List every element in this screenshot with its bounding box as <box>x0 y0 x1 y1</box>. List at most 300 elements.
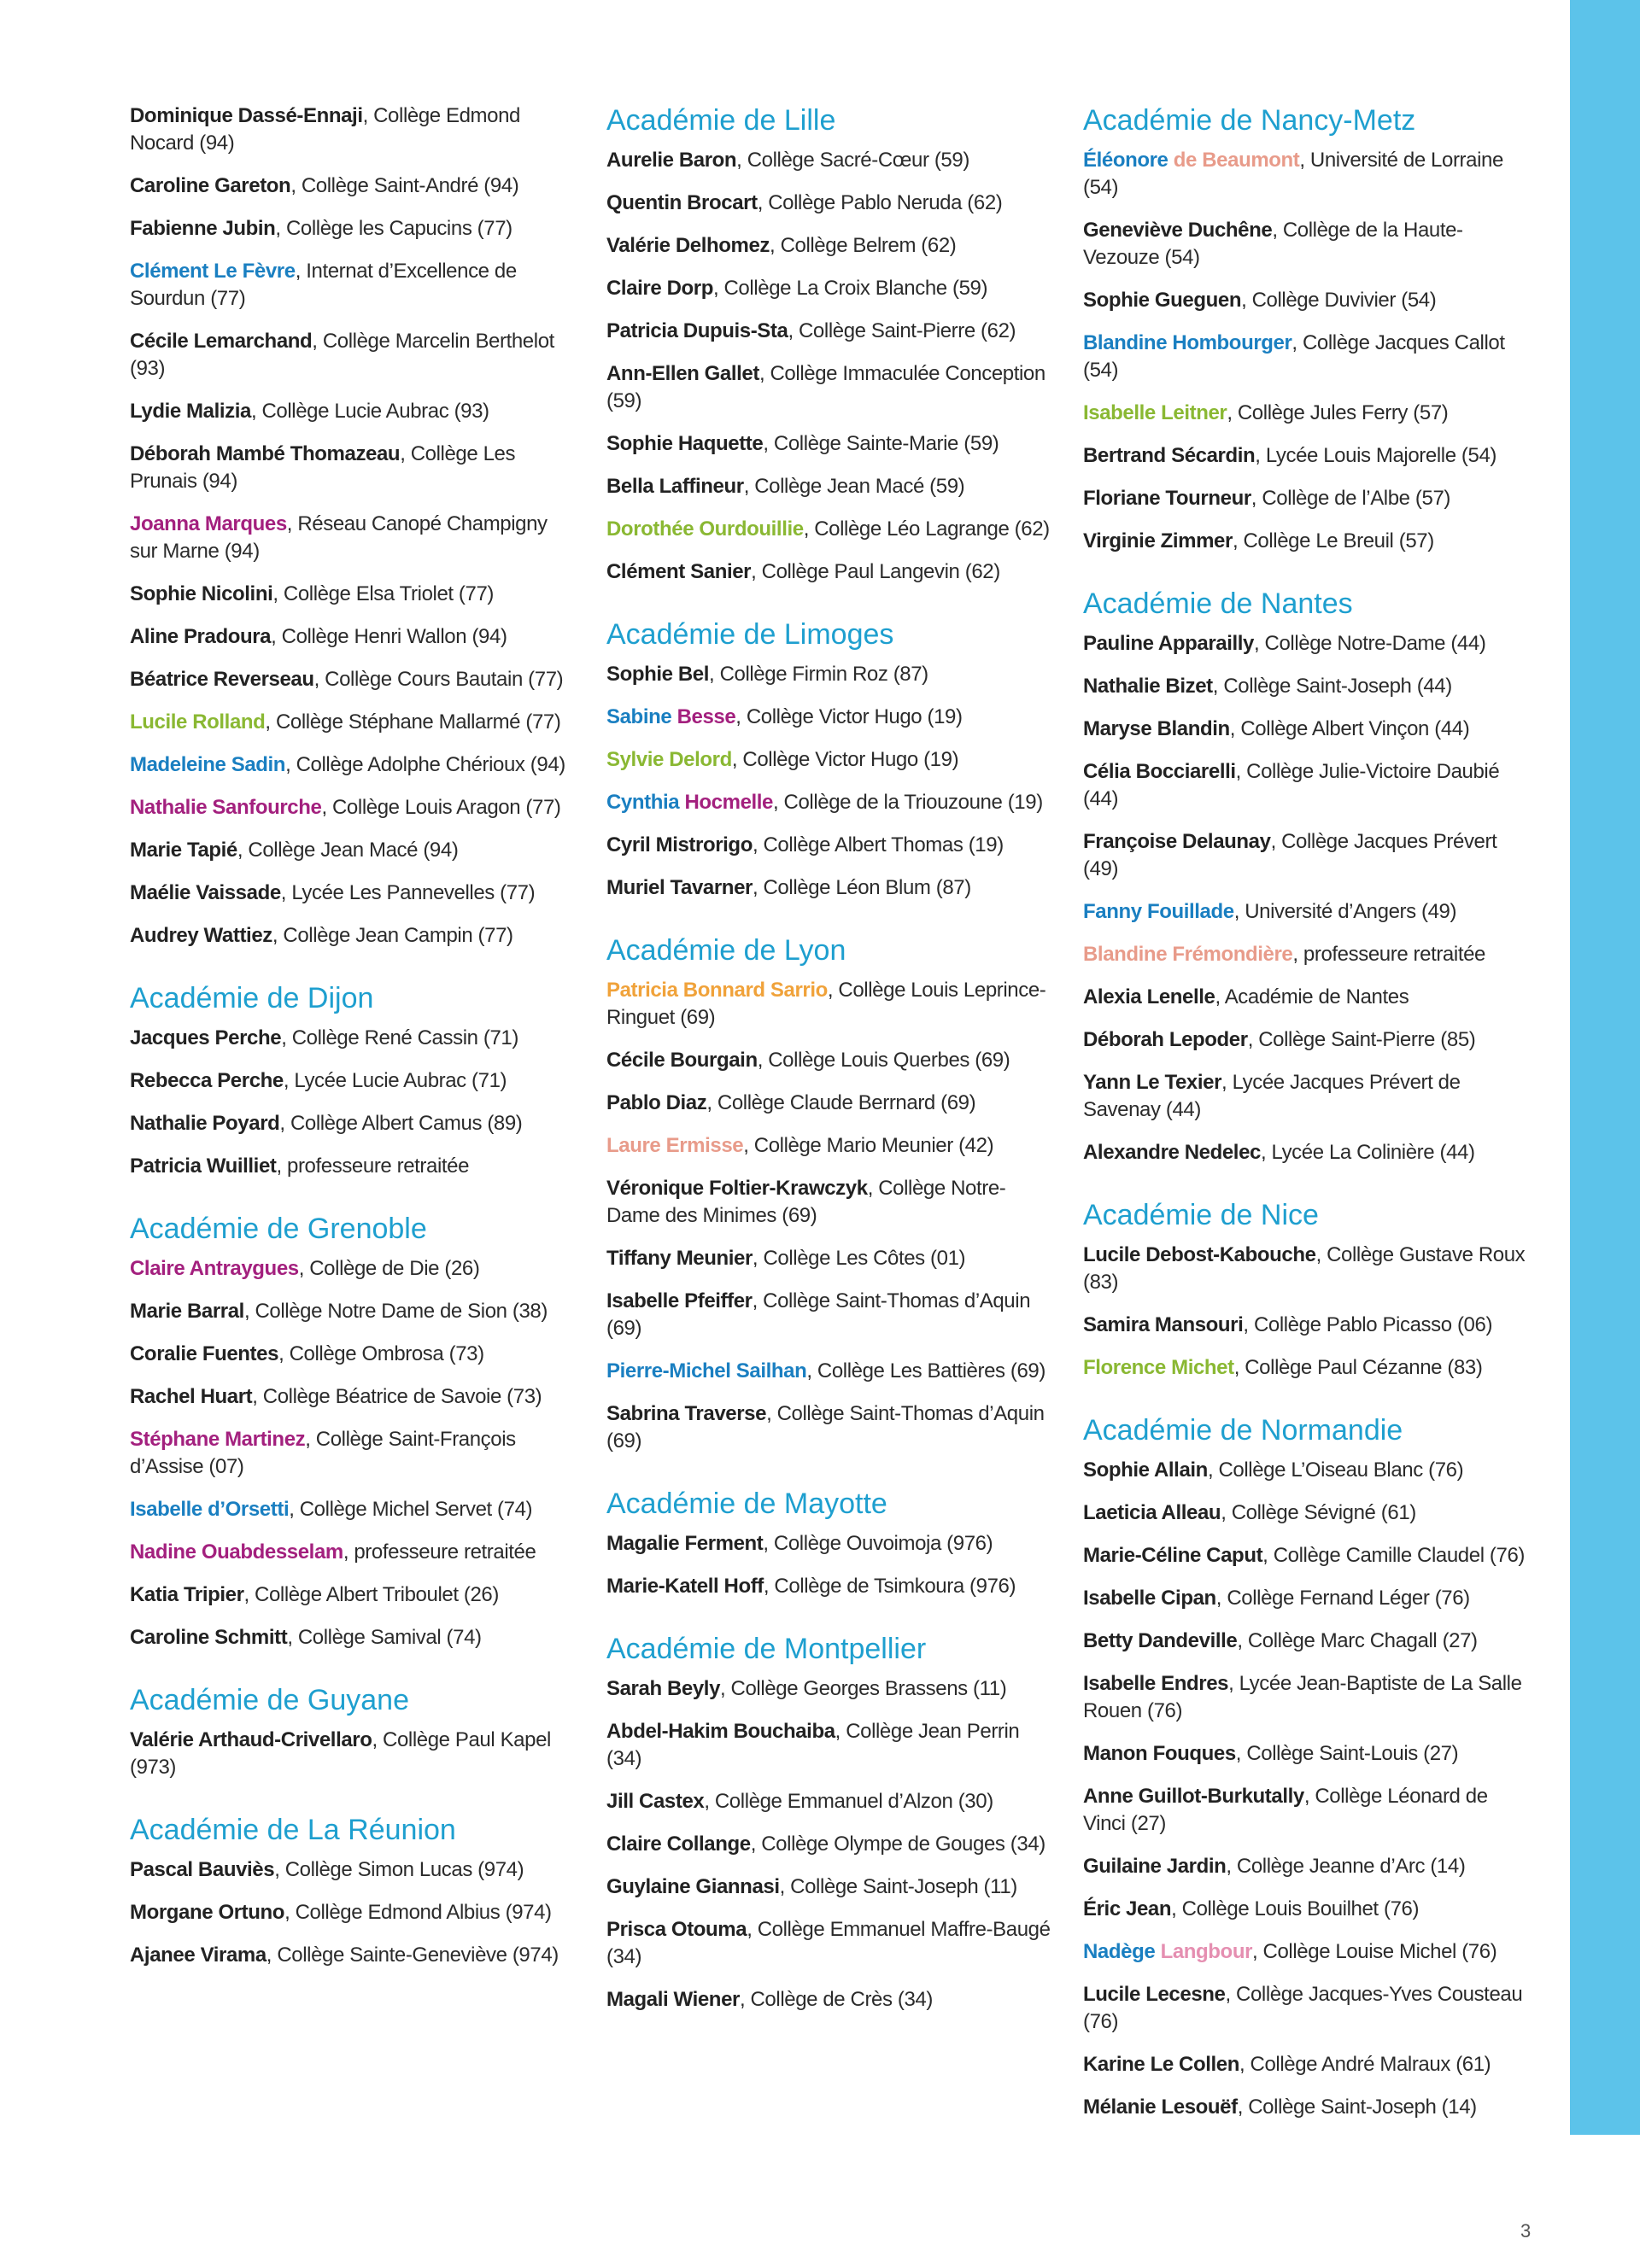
section-title: Académie de Mayotte <box>606 1488 887 1520</box>
contributor-affiliation: , Collège Louis Bouilhet (76) <box>1171 1897 1420 1920</box>
contributor-name: Nathalie Bizet <box>1083 675 1213 698</box>
contributor-name: Mélanie Lesouëf <box>1083 2096 1238 2119</box>
contributor-affiliation: , Collège Sainte-Geneviève (974) <box>266 1944 559 1967</box>
section-title: Académie de Nice <box>1083 1199 1319 1231</box>
contributor-entry <box>130 837 574 864</box>
section <box>606 617 1051 902</box>
contributor-affiliation: , Collège Les Prunais (94) <box>130 442 516 493</box>
contributor-entry <box>1083 528 1527 555</box>
contributor-entry <box>130 1899 574 1926</box>
contributor-name: Manon Fouques <box>1083 1742 1236 1765</box>
contributor-entry <box>130 1942 574 1969</box>
contributor-affiliation: , Collège Paul Kapel (973) <box>130 1728 551 1779</box>
contributor-entry <box>1083 1139 1527 1166</box>
contributor-affiliation: , Collège Michel Servet (74) <box>289 1498 533 1521</box>
contributor-entry <box>1083 2094 1527 2121</box>
contributor-entry <box>606 1986 1051 2014</box>
contributor-entry <box>606 1245 1051 1272</box>
section-title: Académie de Guyane <box>130 1684 409 1716</box>
contributor-name: Magalie Ferment <box>606 1532 764 1555</box>
contributor-entry <box>130 751 574 779</box>
contributor-entry <box>130 1539 574 1566</box>
section <box>130 1682 574 1781</box>
contributor-entry <box>606 1675 1051 1703</box>
contributor-affiliation: , Collège Victor Hugo (19) <box>735 705 963 728</box>
contributor-name: Cécile Lemarchand <box>130 330 313 353</box>
contributor-name: Laure Ermisse <box>606 1134 744 1157</box>
contributor-name: Isabelle d’Orsetti <box>130 1498 290 1521</box>
contributor-entry <box>130 1426 574 1481</box>
contributor-name: Yann Le Texier <box>1083 1071 1222 1094</box>
contributor-entry <box>606 661 1051 688</box>
contributor-name: Pauline Apparailly <box>1083 632 1254 655</box>
contributor-entry <box>130 511 574 565</box>
contributor-entry <box>130 666 574 693</box>
contributor-name: Rebecca Perche <box>130 1069 284 1092</box>
contributor-entry <box>130 258 574 313</box>
contributor-entry <box>1083 828 1527 883</box>
contributor-entry <box>1083 1938 1527 1966</box>
contributor-name: Marie-Katell Hoff <box>606 1575 764 1598</box>
contributor-affiliation: , Collège Henri Wallon (94) <box>271 625 507 648</box>
contributor-name: Véronique Foltier-Krawczyk <box>606 1177 868 1200</box>
contributor-name: Déborah Mambé Thomazeau <box>130 442 401 465</box>
contributor-entry <box>606 1573 1051 1600</box>
section <box>606 102 1051 586</box>
contributor-name: Aurelie Baron <box>606 149 737 172</box>
contributor-name: Nathalie Poyard <box>130 1112 280 1135</box>
contributor-entry <box>606 1358 1051 1385</box>
section <box>130 102 574 950</box>
contributor-entry <box>130 1856 574 1884</box>
contributor-entry <box>1083 400 1527 427</box>
contributor-name: Virginie Zimmer <box>1083 529 1233 552</box>
contributor-entry <box>130 709 574 736</box>
contributor-name: Coralie Fuentes <box>130 1342 279 1365</box>
column-2 <box>606 102 1051 2044</box>
section-title: Académie de Lille <box>606 104 836 137</box>
contributor-name: Muriel Tavarner <box>606 876 753 899</box>
contributor-entry <box>606 789 1051 816</box>
contributor-affiliation: , Réseau Canopé Champigny sur Marne (94) <box>130 512 548 563</box>
contributor-affiliation: , Collège Duvivier (54) <box>1241 289 1437 312</box>
contributor-name: Tiffany Meunier <box>606 1247 753 1270</box>
contributor-name: Déborah Lepoder <box>1083 1028 1248 1051</box>
contributor-entry <box>606 558 1051 586</box>
contributor-entry <box>1083 1670 1527 1725</box>
contributor-name: Caroline Gareton <box>130 174 291 197</box>
contributor-entry <box>1083 1981 1527 2036</box>
contributor-name: Nathalie Sanfourche <box>130 796 322 819</box>
contributor-affiliation: , Collège Jules Ferry (57) <box>1227 401 1449 424</box>
contributor-entry <box>1083 1242 1527 1296</box>
contributor-name: Lucile Debost-Kabouche <box>1083 1243 1316 1266</box>
contributor-affiliation: , Collège Fernand Léger (76) <box>1215 1587 1470 1610</box>
contributor-affiliation: , Collège Béatrice de Savoie (73) <box>252 1385 542 1408</box>
contributor-name: Françoise Delaunay <box>1083 830 1271 853</box>
contributor-entry <box>130 1624 574 1651</box>
contributor-affiliation: , Collège Simon Lucas (974) <box>274 1858 524 1881</box>
contributor-affiliation: , Collège Saint-Pierre (62) <box>788 319 1016 342</box>
contributor-affiliation: , Collège de l’Albe (57) <box>1250 487 1450 510</box>
contributor-name: Pascal Bauviès <box>130 1858 275 1881</box>
contributor-name: Ajanee Virama <box>130 1944 266 1967</box>
contributor-entry <box>1083 1354 1527 1382</box>
contributor-affiliation: , Collège Les Côtes (01) <box>752 1247 966 1270</box>
contributor-entry <box>130 215 574 243</box>
contributor-name: Cynthia <box>606 791 680 814</box>
contributor-entry <box>606 360 1051 415</box>
contributor-affiliation: , Collège de la Triouzoune (19) <box>773 791 1043 814</box>
contributor-entry <box>606 1400 1051 1455</box>
contributor-name: Ann-Ellen Gallet <box>606 362 759 385</box>
contributor-name: Dominique Dassé-Ennaji <box>130 104 363 127</box>
contributor-affiliation: , Collège Notre-Dame des Minimes (69) <box>606 1177 1006 1227</box>
contributor-entry <box>1083 1740 1527 1768</box>
contributor-affiliation: , Lycée Louis Majorelle (54) <box>1255 444 1496 467</box>
contributor-name: Béatrice Reverseau <box>130 668 314 691</box>
contributor-entry <box>1083 442 1527 470</box>
contributor-name: Jacques Perche <box>130 1026 282 1049</box>
contributor-affiliation: , professeure retraitée <box>1292 943 1485 966</box>
contributor-affiliation: , Collège Louise Michel (76) <box>1252 1940 1497 1963</box>
contributor-entry <box>606 1718 1051 1773</box>
contributor-affiliation: , Collège Saint-Joseph (11) <box>779 1875 1017 1898</box>
section <box>130 1812 574 1969</box>
contributor-entry <box>606 1175 1051 1230</box>
contributor-name: Florence Michet <box>1083 1356 1234 1379</box>
contributor-name: Isabelle Endres <box>1083 1672 1229 1695</box>
contributor-entry <box>1083 941 1527 968</box>
contributor-affiliation: , Lycée Lucie Aubrac (71) <box>283 1069 507 1092</box>
contributor-entry <box>130 623 574 651</box>
contributor-name: Claire Dorp <box>606 277 713 300</box>
contributor-affiliation: , Collège Jean Perrin (34) <box>606 1720 1020 1770</box>
contributor-affiliation: , Université d’Angers (49) <box>1233 900 1457 923</box>
contributor-name: Audrey Wattiez <box>130 924 272 947</box>
contributor-affiliation: , Collège André Malraux (61) <box>1239 2053 1491 2076</box>
contributor-name: Blandine Frémondière <box>1083 943 1293 966</box>
contributor-affiliation: , Collège de la Haute-Vezouze (54) <box>1083 219 1463 269</box>
contributor-name: Patricia Dupuis-Sta <box>606 319 788 342</box>
contributor-affiliation: , Collège Jacques Callot (54) <box>1083 331 1505 382</box>
contributor-affiliation: , Collège de Tsimkoura (976) <box>763 1575 1016 1598</box>
contributor-affiliation: , Collège Saint-Thomas d’Aquin (69) <box>606 1402 1045 1453</box>
contributor-entry <box>1083 630 1527 658</box>
contributor-entry <box>606 1873 1051 1901</box>
contributor-affiliation: , Collège Lucie Aubrac (93) <box>250 400 489 423</box>
section <box>606 1486 1051 1600</box>
contributor-affiliation: , Collège Camille Claudel (76) <box>1262 1544 1525 1567</box>
contributor-affiliation: , Collège Marc Chagall (27) <box>1237 1629 1478 1652</box>
contributor-affiliation: , Collège Emmanuel Maffre-Baugé (34) <box>606 1918 1051 1968</box>
section <box>1083 1412 1527 2121</box>
contributor-entry <box>130 1255 574 1283</box>
contributor-entry <box>1083 1783 1527 1838</box>
contributor-name: Geneviève Duchêne <box>1083 219 1273 242</box>
contributor-name: Marie Barral <box>130 1300 244 1323</box>
contributor-affiliation: , Collège Sacré-Cœur (59) <box>736 149 969 172</box>
contributor-affiliation: , Collège Marcelin Berthelot (93) <box>130 330 554 380</box>
section <box>1083 1197 1527 1382</box>
contributor-name: Stéphane Martinez <box>130 1428 306 1451</box>
contributor-affiliation: , Collège Julie-Victoire Daubié (44) <box>1083 760 1500 810</box>
contributor-name: Maélie Vaissade <box>130 881 281 904</box>
contributor-entry <box>606 1288 1051 1342</box>
contributor-affiliation: , Collège Jacques Prévert (49) <box>1083 830 1497 880</box>
contributor-entry <box>1083 673 1527 700</box>
contributor-affiliation: , Collège Ombrosa (73) <box>278 1342 484 1365</box>
contributor-entry <box>1083 716 1527 743</box>
contributor-name: Prisca Otouma <box>606 1918 747 1941</box>
contributor-name: Cécile Bourgain <box>606 1049 758 1072</box>
contributor-name: Blandine Hombourger <box>1083 331 1292 354</box>
contributor-entry <box>1083 1853 1527 1880</box>
contributor-name: Sarah Beyly <box>606 1677 721 1700</box>
contributor-name: Katia Tripier <box>130 1583 244 1606</box>
contributor-name: Cyril Mistrorigo <box>606 833 753 856</box>
section-title: Académie de Nantes <box>1083 587 1353 620</box>
contributor-entry <box>130 1383 574 1411</box>
contributor-name: Joanna Marques <box>130 512 287 535</box>
contributor-entry <box>606 275 1051 302</box>
contributor-affiliation: , Collège Louis Querbes (69) <box>757 1049 1010 1072</box>
contributor-entry <box>1083 287 1527 314</box>
contributor-affiliation: , Collège Léonard de Vinci (27) <box>1083 1785 1488 1835</box>
contributor-affiliation: , Collège Saint-Joseph (44) <box>1212 675 1452 698</box>
contributor-affiliation: , Académie de Nantes <box>1215 985 1409 1008</box>
contributor-name: Maryse Blandin <box>1083 717 1230 740</box>
section-title: Académie de Grenoble <box>130 1213 427 1245</box>
contributor-affiliation: , Collège Olympe de Gouges (34) <box>750 1833 1046 1856</box>
contributor-affiliation: , Collège Saint-François d’Assise (07) <box>130 1428 516 1478</box>
contributor-affiliation: , Collège Jeanne d’Arc (14) <box>1226 1855 1466 1878</box>
contributor-name: Bertrand Sécardin <box>1083 444 1256 467</box>
contributor-affiliation: , Collège La Croix Blanche (59) <box>712 277 988 300</box>
contributor-entry <box>130 1025 574 1052</box>
contributor-affiliation: , Collège René Cassin (71) <box>281 1026 518 1049</box>
contributor-name: Jill Castex <box>606 1790 705 1813</box>
contributor-name: Sophie Allain <box>1083 1458 1208 1482</box>
contributor-entry <box>606 1916 1051 1971</box>
contributor-name: Sabrina Traverse <box>606 1402 767 1425</box>
contributor-affiliation: , Collège Firmin Roz (87) <box>709 663 928 686</box>
contributor-name: Samira Mansouri <box>1083 1313 1244 1336</box>
contributor-name: Betty Dandeville <box>1083 1629 1238 1652</box>
contributor-name: Lucile Rolland <box>130 710 266 734</box>
contributor-affiliation: , Collège Les Battières (69) <box>806 1359 1046 1382</box>
contributor-affiliation: , Collège Paul Langevin (62) <box>751 560 1000 583</box>
contributor-entry <box>130 1067 574 1095</box>
contributor-entry <box>1083 1457 1527 1484</box>
contributor-entry <box>1083 898 1527 926</box>
contributor-affiliation: , Lycée Jean-Baptiste de La Salle Rouen (76) <box>1083 1672 1522 1722</box>
contributor-affiliation: , Université de Lorraine (54) <box>1083 149 1503 199</box>
contributor-affiliation: , Collège Jean Macé (59) <box>743 475 965 498</box>
contributor-entry <box>1083 758 1527 813</box>
section <box>130 1211 574 1651</box>
contributor-affiliation: , Collège Léo Lagrange (62) <box>803 517 1050 541</box>
contributor-name: Sophie Bel <box>606 663 710 686</box>
contributor-name: Quentin Brocart <box>606 191 758 214</box>
contributor-name: Éléonore <box>1083 149 1168 172</box>
section <box>130 980 574 1180</box>
contributor-affiliation: , Collège Albert Vinçon (44) <box>1229 717 1470 740</box>
contributor-name: Valérie Arthaud-Crivellaro <box>130 1728 372 1751</box>
contributor-affiliation: , Lycée Les Pannevelles (77) <box>280 881 536 904</box>
contributor-affiliation: , Collège Elsa Triolet (77) <box>272 582 495 605</box>
contributor-entry <box>1083 1312 1527 1339</box>
contributor-name: Fabienne Jubin <box>130 217 276 240</box>
contributor-entry <box>130 922 574 950</box>
contributor-entry <box>1083 147 1527 202</box>
section-title: Académie de Dijon <box>130 982 374 1014</box>
contributor-affiliation: , Collège les Capucins (77) <box>275 217 512 240</box>
contributor-affiliation: , Collège Immaculée Conception (59) <box>606 362 1046 412</box>
contributor-name: Nadine Ouabdesselam <box>130 1540 343 1564</box>
contributor-affiliation: , Collège Sévigné (61) <box>1221 1501 1416 1524</box>
contributor-affiliation: , Collège Le Breuil (57) <box>1232 529 1434 552</box>
contributor-name: Isabelle Cipan <box>1083 1587 1216 1610</box>
contributor-entry <box>606 832 1051 859</box>
contributor-affiliation: , Collège Saint-Joseph (14) <box>1237 2096 1477 2119</box>
contributor-name: Guylaine Giannasi <box>606 1875 780 1898</box>
contributor-entry <box>1083 1628 1527 1655</box>
contributor-name: Bella Laffineur <box>606 475 744 498</box>
contributor-affiliation: , Collège Saint-Louis (27) <box>1235 1742 1459 1765</box>
contributor-entry <box>606 516 1051 543</box>
section <box>606 932 1051 1455</box>
contributor-affiliation: , Collège Jean Macé (94) <box>237 839 459 862</box>
contributor-affiliation: , Internat d’Excellence de Sourdun (77) <box>130 260 517 310</box>
contributor-entry <box>606 704 1051 731</box>
contributor-affiliation: , Collège Mario Meunier (42) <box>743 1134 994 1157</box>
section-title: Académie de Limoges <box>606 618 894 651</box>
contributor-name: Célia Bocciarelli <box>1083 760 1236 783</box>
contributor-entry <box>1083 330 1527 384</box>
contributor-name-part: Besse <box>671 705 736 728</box>
contributor-name: Morgane Ortuno <box>130 1901 285 1924</box>
contributor-entry <box>606 190 1051 217</box>
contributor-name: Madeleine Sadin <box>130 753 286 776</box>
contributor-affiliation: , Collège Jacques-Yves Cousteau (76) <box>1083 1983 1523 2033</box>
contributor-affiliation: , Collège Albert Thomas (19) <box>752 833 1004 856</box>
contributor-entry <box>1083 1069 1527 1124</box>
contributor-affiliation: , Lycée Jacques Prévert de Savenay (44) <box>1083 1071 1461 1121</box>
contributor-affiliation: , Collège Georges Brassens (11) <box>720 1677 1007 1700</box>
contributor-name: Marie Tapié <box>130 839 237 862</box>
contributor-name: Laeticia Alleau <box>1083 1501 1221 1524</box>
contributor-entry <box>130 1341 574 1368</box>
contributor-affiliation: , Collège Saint-André (94) <box>290 174 519 197</box>
contributor-name: Valérie Delhomez <box>606 234 770 257</box>
contributor-affiliation: , Collège Claude Berrnard (69) <box>706 1091 976 1114</box>
contributor-name: Caroline Schmitt <box>130 1626 288 1649</box>
contributor-name: Nadège <box>1083 1940 1156 1963</box>
contributor-name: Isabelle Pfeiffer <box>606 1289 753 1312</box>
contributor-name: Clément Sanier <box>606 560 752 583</box>
contributor-entry <box>130 1298 574 1325</box>
contributor-name: Claire Collange <box>606 1833 751 1856</box>
contributor-entry <box>130 172 574 200</box>
contributor-entry <box>606 746 1051 774</box>
contributor-entry <box>606 430 1051 458</box>
contributor-entry <box>130 1581 574 1609</box>
contributor-entry <box>130 102 574 157</box>
contributor-name: Rachel Huart <box>130 1385 253 1408</box>
contributor-name: Pierre-Michel Sailhan <box>606 1359 807 1382</box>
contributor-name: Sabine <box>606 705 672 728</box>
contributor-entry <box>1083 1896 1527 1923</box>
contributor-name: Alexia Lenelle <box>1083 985 1215 1008</box>
contributor-affiliation: , Collège Pablo Neruda (62) <box>757 191 1003 214</box>
contributor-affiliation: , Collège L’Oiseau Blanc (76) <box>1207 1458 1464 1482</box>
section <box>1083 102 1527 555</box>
page-number: 3 <box>1520 2220 1532 2242</box>
contributor-entry <box>606 1090 1051 1117</box>
contributor-entry <box>606 1788 1051 1815</box>
contributor-affiliation: , Collège Albert Camus (89) <box>279 1112 523 1135</box>
contributor-affiliation: , Collège Ouvoimoja (976) <box>763 1532 993 1555</box>
contributor-affiliation: , Collège Saint-Pierre (85) <box>1247 1028 1476 1051</box>
section-title: Académie de Nancy-Metz <box>1083 104 1416 137</box>
contributor-entry <box>1083 2051 1527 2078</box>
contributor-affiliation: , professeure retraitée <box>276 1154 470 1178</box>
contributor-affiliation: , Collège Emmanuel d’Alzon (30) <box>704 1790 993 1813</box>
contributor-affiliation: , Lycée La Colinière (44) <box>1260 1141 1475 1164</box>
contributor-name: Sophie Gueguen <box>1083 289 1242 312</box>
contributor-name-part: de Beaumont <box>1168 149 1300 172</box>
contributor-entry <box>1083 1026 1527 1054</box>
contributor-entry <box>130 1727 574 1781</box>
contributor-entry <box>606 1530 1051 1558</box>
contributor-affiliation: , Collège de Crès (34) <box>739 1988 933 2011</box>
contributor-affiliation: , Collège Stéphane Mallarmé (77) <box>265 710 561 734</box>
contributor-name: Alexandre Nedelec <box>1083 1141 1261 1164</box>
column-1 <box>130 102 574 2000</box>
contributor-entry <box>130 1496 574 1523</box>
contributor-affiliation: , Collège Edmond Albius (974) <box>284 1901 552 1924</box>
contributor-affiliation: , professeure retraitée <box>343 1540 536 1564</box>
contributor-name: Patricia Bonnard Sarrio <box>606 979 828 1002</box>
contributor-affiliation: , Collège Louis Leprince-Ringuet (69) <box>606 979 1046 1029</box>
contributor-affiliation: , Collège Léon Blum (87) <box>752 876 971 899</box>
section-title: Académie de Normandie <box>1083 1414 1403 1447</box>
contributor-name: Fanny Fouillade <box>1083 900 1234 923</box>
contributor-name: Sophie Haquette <box>606 432 764 455</box>
contributor-entry <box>130 398 574 425</box>
contributor-entry <box>130 880 574 907</box>
contributor-affiliation: , Collège de Die (26) <box>298 1257 480 1280</box>
contributor-name: Floriane Tourneur <box>1083 487 1251 510</box>
contributor-affiliation: , Collège Sainte-Marie (59) <box>763 432 999 455</box>
contributor-entry <box>606 473 1051 500</box>
contributor-entry <box>1083 984 1527 1011</box>
contributor-entry <box>130 794 574 821</box>
contributor-affiliation: , Collège Notre-Dame (44) <box>1253 632 1486 655</box>
contributor-entry <box>130 1153 574 1180</box>
contributor-entry <box>606 874 1051 902</box>
contributor-affiliation: , Collège Saint-Thomas d’Aquin (69) <box>606 1289 1031 1340</box>
contributor-affiliation: , Collège Cours Bautain (77) <box>313 668 564 691</box>
section-title: Académie de La Réunion <box>130 1814 456 1846</box>
contributor-name-part: Hocmelle <box>679 791 773 814</box>
section-title: Académie de Montpellier <box>606 1633 927 1665</box>
contributor-entry <box>606 977 1051 1032</box>
contributor-name: Dorothée Ourdouillie <box>606 517 804 541</box>
contributor-entry <box>606 1831 1051 1858</box>
contributor-affiliation: , Collège Samival (74) <box>287 1626 482 1649</box>
